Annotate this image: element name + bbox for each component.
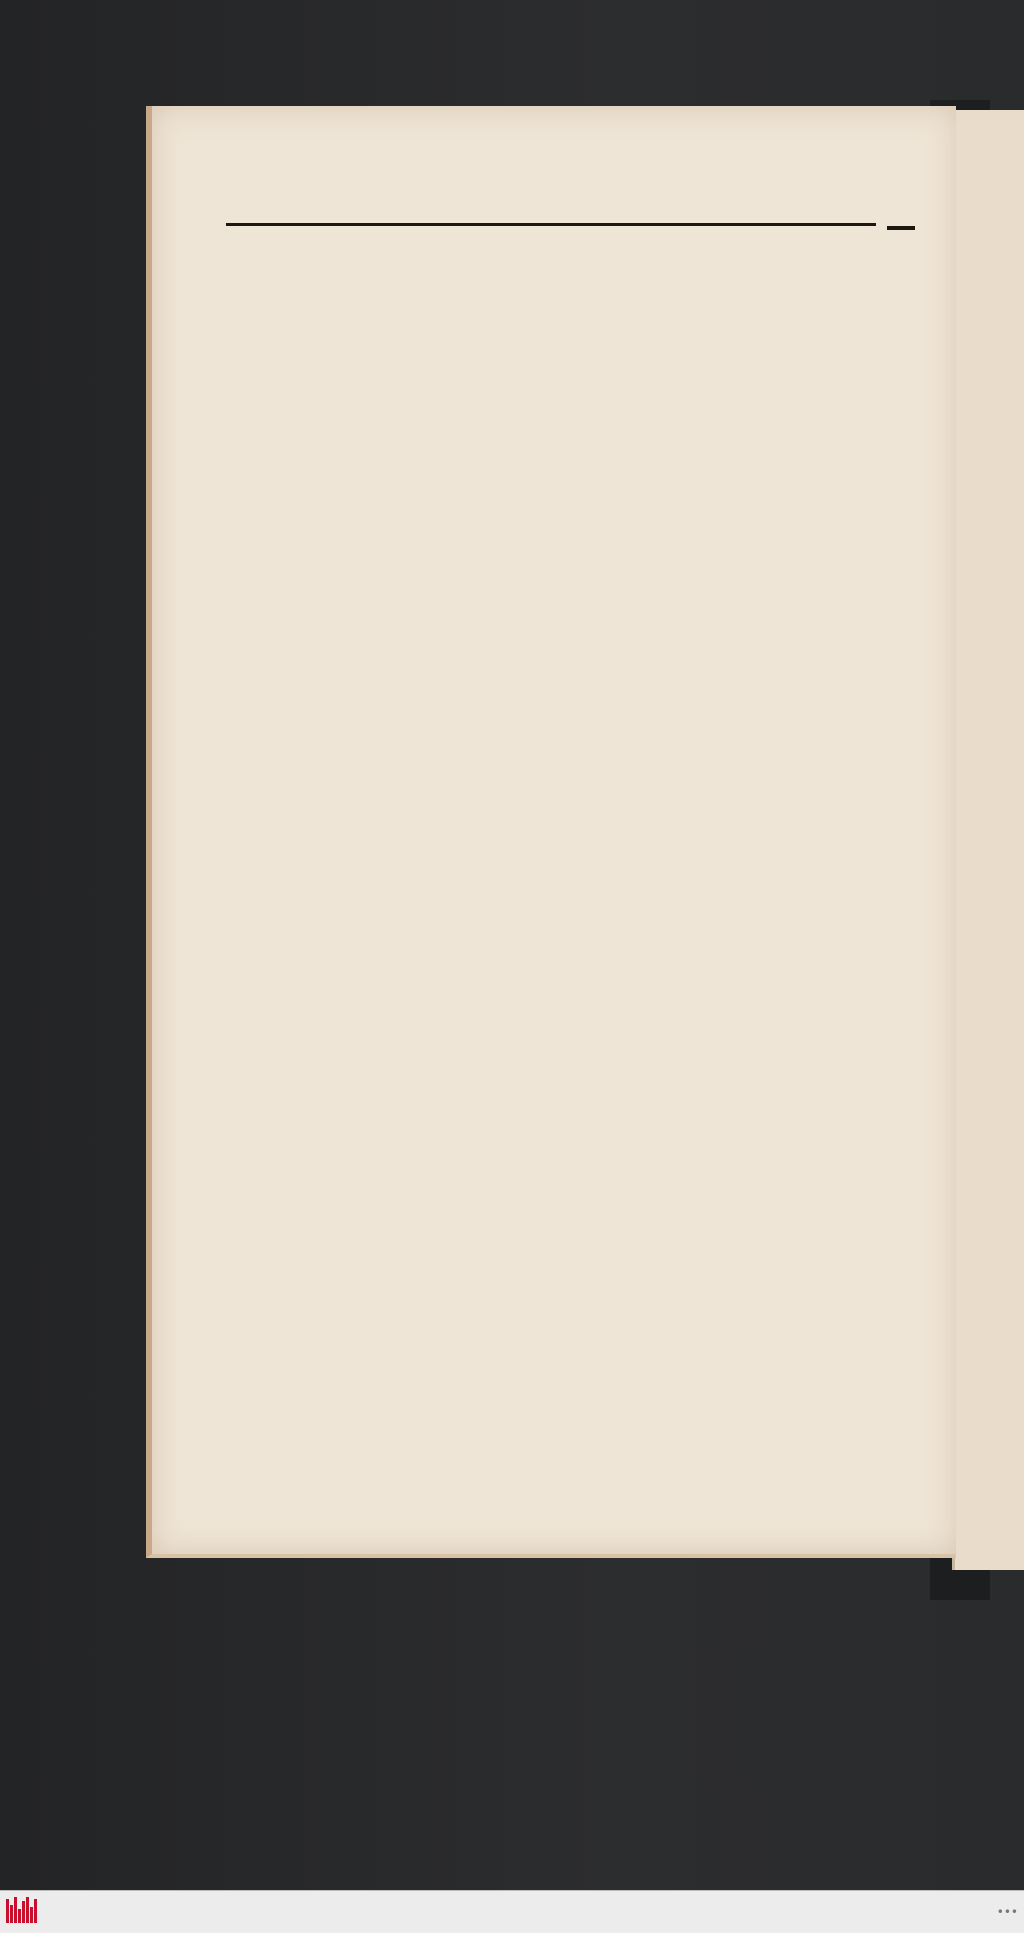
book-page (146, 106, 956, 1558)
hab-logo-icon (6, 1897, 46, 1927)
ornament-band (184, 646, 914, 678)
adjacent-page-edge (952, 110, 1024, 1570)
status-bar (0, 1890, 1024, 1933)
more-icon[interactable]: ••• (996, 1905, 1018, 1919)
header-rule-end (887, 226, 915, 230)
header-rule (226, 223, 876, 226)
